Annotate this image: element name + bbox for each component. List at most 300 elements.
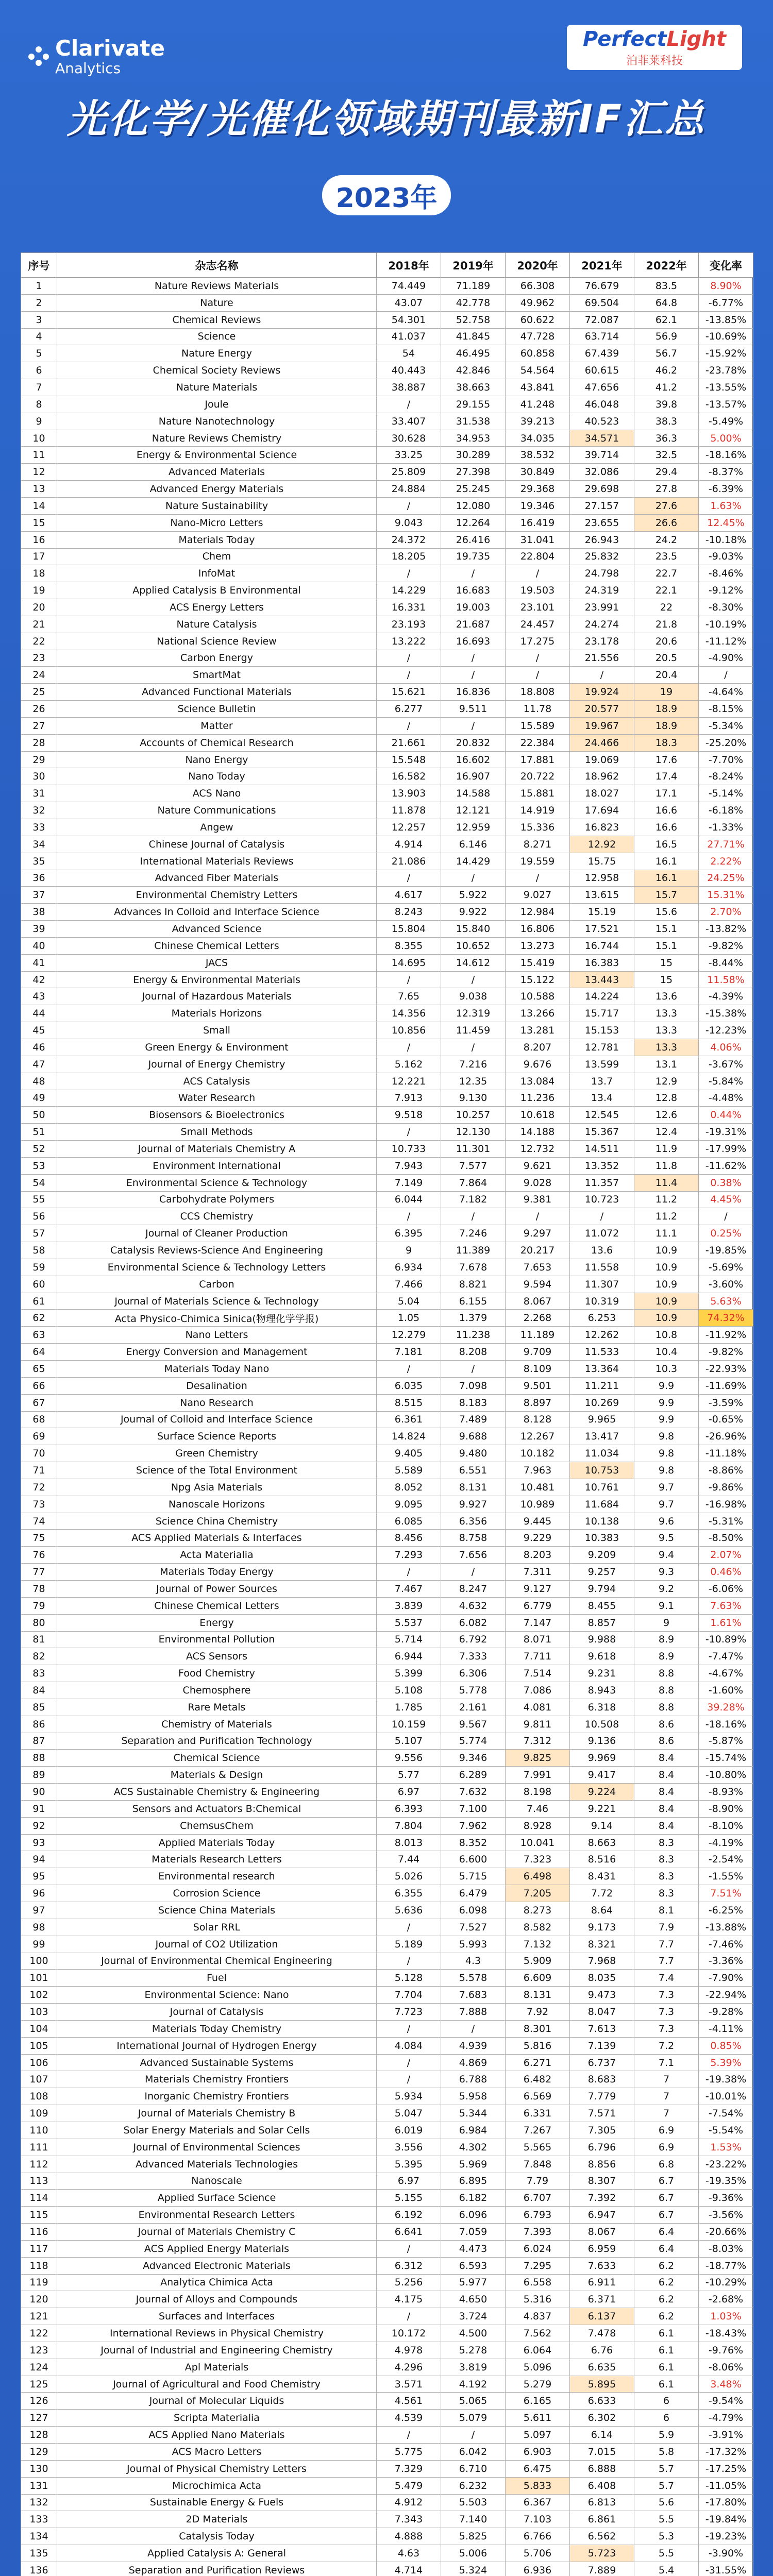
impact-factor: 43.841 [506,379,570,396]
table-row [21,1073,753,1090]
table-row [21,1530,753,1547]
change-rate: -9.54% [699,2393,753,2410]
impact-factor: 8.821 [441,1276,506,1293]
impact-factor: 9.381 [506,1191,570,1208]
impact-factor: 7.44 [377,1851,441,1868]
impact-factor: 31.538 [441,413,506,430]
journal-name: International Materials Reviews [57,853,377,870]
impact-factor: 5.6 [634,2494,699,2511]
impact-factor: 8.198 [506,1784,570,1801]
impact-factor: 16.907 [441,768,506,785]
impact-factor: / [377,2020,441,2037]
table-row [21,785,753,802]
impact-factor: 8.943 [570,1682,634,1699]
change-rate: -10.19% [699,616,753,633]
table-row [21,954,753,971]
impact-factor: / [377,1361,441,1378]
change-rate: -17.80% [699,2494,753,2511]
change-rate: -7.46% [699,1936,753,1953]
impact-factor: 4.084 [377,2037,441,2054]
change-rate: -8.37% [699,464,753,481]
impact-factor: 16.5 [634,836,699,853]
impact-factor: 8.456 [377,1530,441,1547]
impact-factor: 6.707 [506,2190,570,2207]
table-header-row [21,253,753,278]
journal-name: Journal of Colloid and Interface Science [57,1411,377,1428]
change-rate: 0.38% [699,1174,753,1191]
impact-factor: 5.825 [441,2528,506,2545]
year-badge: 2023年 [322,175,451,215]
impact-factor: 6.609 [506,1970,570,1987]
change-rate: -11.18% [699,1445,753,1462]
change-rate: -4.48% [699,1090,753,1107]
if-table [21,252,753,2576]
impact-factor: 10.159 [377,1716,441,1733]
impact-factor: 7.633 [570,2257,634,2274]
journal-name: Materials & Design [57,1767,377,1784]
impact-factor: 6.569 [506,2088,570,2105]
change-rate: -6.06% [699,1580,753,1597]
change-rate: 0.25% [699,1225,753,1242]
change-rate: -18.16% [699,1716,753,1733]
impact-factor: 7.943 [377,1157,441,1174]
row-index: 86 [21,1716,57,1733]
journal-name: Nature Sustainability [57,497,377,514]
journal-name: Advanced Science [57,921,377,938]
row-index: 118 [21,2257,57,2274]
change-rate: -2.68% [699,2291,753,2308]
impact-factor: 22.384 [506,734,570,751]
impact-factor: 10.182 [506,1445,570,1462]
impact-factor: 5.636 [377,1902,441,1919]
impact-factor: 2.268 [506,1310,570,1327]
impact-factor: 8.307 [570,2173,634,2190]
row-index: 41 [21,954,57,971]
table-row [21,2190,753,2207]
impact-factor: 5.909 [506,1953,570,1970]
impact-factor: 8.243 [377,904,441,921]
table-row [21,1293,753,1310]
journal-name: Journal of Materials Chemistry B [57,2105,377,2122]
journal-name: Corrosion Science [57,1885,377,1902]
impact-factor: 13.3 [634,1005,699,1022]
table-row [21,887,753,904]
impact-factor: 27.157 [570,497,634,514]
journal-name: Green Energy & Environment [57,1039,377,1056]
journal-name: ACS Applied Nano Materials [57,2427,377,2444]
table-row [21,1970,753,1987]
impact-factor: 15.7 [634,887,699,904]
impact-factor: 39.8 [634,396,699,413]
impact-factor: 8.9 [634,1648,699,1665]
impact-factor: 47.728 [506,328,570,345]
impact-factor: 16.1 [634,870,699,887]
impact-factor: 39.714 [570,447,634,464]
impact-factor: 54.564 [506,362,570,379]
impact-factor: / [377,1919,441,1936]
impact-factor: 4.539 [377,2410,441,2427]
row-index: 36 [21,870,57,887]
table-row [21,667,753,684]
impact-factor: 4.192 [441,2376,506,2393]
impact-factor: 10.481 [506,1479,570,1496]
impact-factor: 13.3 [634,1022,699,1039]
impact-factor: 52.758 [441,311,506,328]
impact-factor: 5.7 [634,2477,699,2494]
impact-factor: 10.9 [634,1310,699,1327]
impact-factor: 5.065 [441,2393,506,2410]
impact-factor: 8.208 [441,1344,506,1361]
journal-name: ACS Catalysis [57,1073,377,1090]
impact-factor: 5.097 [506,2427,570,2444]
table-row [21,921,753,938]
change-rate: -7.47% [699,1648,753,1665]
row-index: 120 [21,2291,57,2308]
impact-factor: 18.808 [506,684,570,701]
impact-factor: 9.965 [570,1411,634,1428]
impact-factor: / [441,2427,506,2444]
impact-factor: 5.833 [506,2477,570,2494]
impact-factor: 7.613 [570,2020,634,2037]
impact-factor: 8.663 [570,1834,634,1851]
impact-factor: 7.65 [377,988,441,1005]
impact-factor: 9.567 [441,1716,506,1733]
journal-name: Angew [57,819,377,836]
impact-factor: / [377,870,441,887]
impact-factor: / [506,870,570,887]
journal-name: Small Methods [57,1124,377,1141]
impact-factor: 7 [634,2071,699,2088]
impact-factor: 6.7 [634,2173,699,2190]
clarivate-logo [28,36,165,77]
journal-name: Chemical Reviews [57,311,377,328]
table-row [21,464,753,481]
impact-factor: 10.9 [634,1293,699,1310]
change-rate: -8.50% [699,1530,753,1547]
row-index: 1 [21,278,57,295]
impact-factor: 7 [634,2088,699,2105]
impact-factor: 7.2 [634,2037,699,2054]
impact-factor: 9.676 [506,1056,570,1073]
impact-factor: 2.161 [441,1699,506,1716]
table-row [21,1344,753,1361]
impact-factor: 16.693 [441,633,506,650]
row-index: 74 [21,1513,57,1530]
impact-factor: 38.532 [506,447,570,464]
row-index: 135 [21,2545,57,2562]
impact-factor: 9.825 [506,1750,570,1767]
change-rate: -1.33% [699,819,753,836]
change-rate: -25.20% [699,734,753,751]
row-index: 131 [21,2477,57,2494]
logo-right-line2: 泊菲莱科技 [626,54,683,67]
table-row [21,937,753,954]
row-index: 130 [21,2460,57,2477]
journal-name: Journal of Power Sources [57,1580,377,1597]
row-index: 81 [21,1631,57,1648]
change-rate: -10.89% [699,1631,753,1648]
change-rate: -8.24% [699,768,753,785]
impact-factor: 19.967 [570,717,634,734]
table-row [21,1597,753,1614]
change-rate: -8.30% [699,599,753,616]
impact-factor: 19 [634,684,699,701]
impact-factor: 6.475 [506,2460,570,2477]
journal-name: Chemical Society Reviews [57,362,377,379]
journal-name: Joule [57,396,377,413]
impact-factor: 9.927 [441,1496,506,1513]
change-rate: 5.63% [699,1293,753,1310]
impact-factor: 16.683 [441,582,506,599]
impact-factor: 33.407 [377,413,441,430]
impact-factor: 1.05 [377,1310,441,1327]
change-rate: -9.03% [699,548,753,565]
impact-factor: 5.4 [634,2562,699,2576]
journal-name: SmartMat [57,667,377,684]
impact-factor: 24.798 [570,565,634,582]
impact-factor: 11.78 [506,701,570,718]
journal-name: Advanced Energy Materials [57,481,377,498]
impact-factor: 6.395 [377,1225,441,1242]
impact-factor: 5.278 [441,2342,506,2359]
table-row [21,1767,753,1784]
impact-factor: 6.551 [441,1462,506,1479]
impact-factor: 7.467 [377,1580,441,1597]
impact-factor: 6.903 [506,2444,570,2461]
impact-factor: 7.311 [506,1564,570,1581]
impact-factor: 6.944 [377,1648,441,1665]
impact-factor: 67.439 [570,345,634,362]
impact-factor: 23.193 [377,616,441,633]
table-row [21,379,753,396]
impact-factor: 46.495 [441,345,506,362]
impact-factor: 14.229 [377,582,441,599]
journal-name: Nano Letters [57,1327,377,1344]
journal-name: Energy & Environmental Science [57,447,377,464]
table-row [21,1124,753,1141]
row-index: 14 [21,497,57,514]
row-index: 91 [21,1800,57,1817]
impact-factor: 39.213 [506,413,570,430]
table-row [21,2528,753,2545]
journal-name: Catalysis Reviews-Science And Engineering [57,1242,377,1259]
impact-factor: 7.632 [441,1784,506,1801]
impact-factor: 4.500 [441,2325,506,2342]
change-rate: -11.92% [699,1327,753,1344]
impact-factor: / [441,667,506,684]
impact-factor: 43.07 [377,294,441,311]
impact-factor: 20.6 [634,633,699,650]
impact-factor: 8.047 [570,2004,634,2021]
table-row [21,2494,753,2511]
journal-name: Applied Catalysis B Environmental [57,582,377,599]
impact-factor: 5.316 [506,2291,570,2308]
change-rate: 0.46% [699,1564,753,1581]
impact-factor: 9.8 [634,1428,699,1445]
impact-factor: 9.7 [634,1479,699,1496]
impact-factor: 9 [377,1242,441,1259]
row-index: 108 [21,2088,57,2105]
impact-factor: 7.147 [506,1614,570,1631]
impact-factor: 9.297 [506,1225,570,1242]
impact-factor: 13.7 [570,1073,634,1090]
change-rate: -10.18% [699,531,753,548]
journal-name: Nanoscale Horizons [57,1496,377,1513]
impact-factor: 9.2 [634,1580,699,1597]
impact-factor: 24.274 [570,616,634,633]
impact-factor: 34.035 [506,430,570,447]
change-rate: -19.23% [699,2528,753,2545]
impact-factor: 7.7 [634,1953,699,1970]
impact-factor: 30.289 [441,447,506,464]
table-row [21,802,753,819]
row-index: 113 [21,2173,57,2190]
impact-factor: 8.8 [634,1699,699,1716]
table-row [21,599,753,616]
impact-factor: 7.968 [570,1953,634,1970]
table-row [21,1208,753,1225]
change-rate: -23.78% [699,362,753,379]
change-rate: -5.34% [699,717,753,734]
change-rate: -9.86% [699,1479,753,1496]
impact-factor: 8.4 [634,1767,699,1784]
impact-factor: 7.478 [570,2325,634,2342]
impact-factor: 6.558 [506,2274,570,2291]
journal-name: Journal of Environmental Chemical Engineering [57,1953,377,1970]
journal-name: Surface Science Reports [57,1428,377,1445]
table-row [21,565,753,582]
impact-factor: 74.449 [377,278,441,295]
table-row [21,1225,753,1242]
impact-factor: 14.429 [441,853,506,870]
impact-factor: 5.8 [634,2444,699,2461]
impact-factor: 7.3 [634,2004,699,2021]
impact-factor: 19.346 [506,497,570,514]
change-rate: -5.87% [699,1733,753,1750]
journal-name: Nature Reviews Materials [57,278,377,295]
impact-factor: 8.4 [634,1817,699,1834]
journal-name: Journal of Environmental Sciences [57,2139,377,2156]
journal-name: Nature Reviews Chemistry [57,430,377,447]
change-rate: -1.60% [699,1682,753,1699]
impact-factor: / [377,2240,441,2257]
journal-name: Biosensors & Bioelectronics [57,1107,377,1124]
change-rate: -3.59% [699,1394,753,1411]
journal-name: Carbon Energy [57,650,377,667]
impact-factor: 7.571 [570,2105,634,2122]
impact-factor: 11.072 [570,1225,634,1242]
journal-name: Acta Physico-Chimica Sinica(物理化学学报) [57,1310,377,1327]
impact-factor: 19.735 [441,548,506,565]
change-rate: -15.38% [699,1005,753,1022]
journal-name: Sustainable Energy & Fuels [57,2494,377,2511]
impact-factor: 16.6 [634,819,699,836]
impact-factor: 7.848 [506,2156,570,2173]
impact-factor: 38.3 [634,413,699,430]
impact-factor: 17.881 [506,751,570,768]
impact-factor: 6.888 [570,2460,634,2477]
impact-factor: 6.146 [441,836,506,853]
impact-factor: 23.991 [570,599,634,616]
row-index: 25 [21,684,57,701]
row-index: 90 [21,1784,57,1801]
impact-factor: 10.733 [377,1141,441,1158]
impact-factor: 15.336 [506,819,570,836]
impact-factor: 6.312 [377,2257,441,2274]
impact-factor: 17.275 [506,633,570,650]
impact-factor: 18.9 [634,717,699,734]
table-body [21,278,753,2576]
impact-factor: 15.419 [506,954,570,971]
impact-factor: 14.356 [377,1005,441,1022]
journal-name: Advances In Colloid and Interface Science [57,904,377,921]
impact-factor: 7.312 [506,1733,570,1750]
impact-factor: 8.013 [377,1834,441,1851]
impact-factor: 5.5 [634,2545,699,2562]
impact-factor: 8.928 [506,1817,570,1834]
table-row [21,819,753,836]
row-index: 69 [21,1428,57,1445]
impact-factor: 7.527 [441,1919,506,1936]
journal-name: CCS Chemistry [57,1208,377,1225]
impact-factor: 8.128 [506,1411,570,1428]
table-row [21,1614,753,1631]
change-rate: 27.71% [699,836,753,853]
impact-factor: 7.333 [441,1648,506,1665]
impact-factor: 11.238 [441,1327,506,1344]
impact-factor: 62.1 [634,311,699,328]
impact-factor: 5.958 [441,2088,506,2105]
change-rate: -8.10% [699,1817,753,1834]
row-index: 78 [21,1580,57,1597]
impact-factor: 4.978 [377,2342,441,2359]
impact-factor: 13.4 [570,1090,634,1107]
journal-name: Journal of Materials Chemistry A [57,1141,377,1158]
impact-factor: 12.130 [441,1124,506,1141]
impact-factor: / [377,667,441,684]
impact-factor: 7.562 [506,2325,570,2342]
change-rate: -8.03% [699,2240,753,2257]
impact-factor: / [377,2427,441,2444]
change-rate: -3.56% [699,2207,753,2224]
impact-factor: 38.663 [441,379,506,396]
impact-factor: 41.2 [634,379,699,396]
impact-factor: 9.621 [506,1157,570,1174]
table-row [21,1800,753,1817]
journal-name: Nature Materials [57,379,377,396]
impact-factor: / [441,870,506,887]
impact-factor: 11.034 [570,1445,634,1462]
row-index: 22 [21,633,57,650]
table-row [21,2054,753,2071]
journal-name: Water Research [57,1090,377,1107]
impact-factor: 8.3 [634,1885,699,1902]
impact-factor: 13.615 [570,887,634,904]
table-row [21,2325,753,2342]
impact-factor: 7.711 [506,1648,570,1665]
change-rate: -17.99% [699,1141,753,1158]
change-rate: -4.19% [699,1834,753,1851]
change-rate: -16.98% [699,1496,753,1513]
impact-factor: 9.518 [377,1107,441,1124]
impact-factor: 6.253 [570,1310,634,1327]
impact-factor: 7.132 [506,1936,570,1953]
table-row [21,278,753,295]
journal-name: ACS Macro Letters [57,2444,377,2461]
impact-factor: 24.457 [506,616,570,633]
impact-factor: 4.3 [441,1953,506,1970]
row-index: 84 [21,1682,57,1699]
